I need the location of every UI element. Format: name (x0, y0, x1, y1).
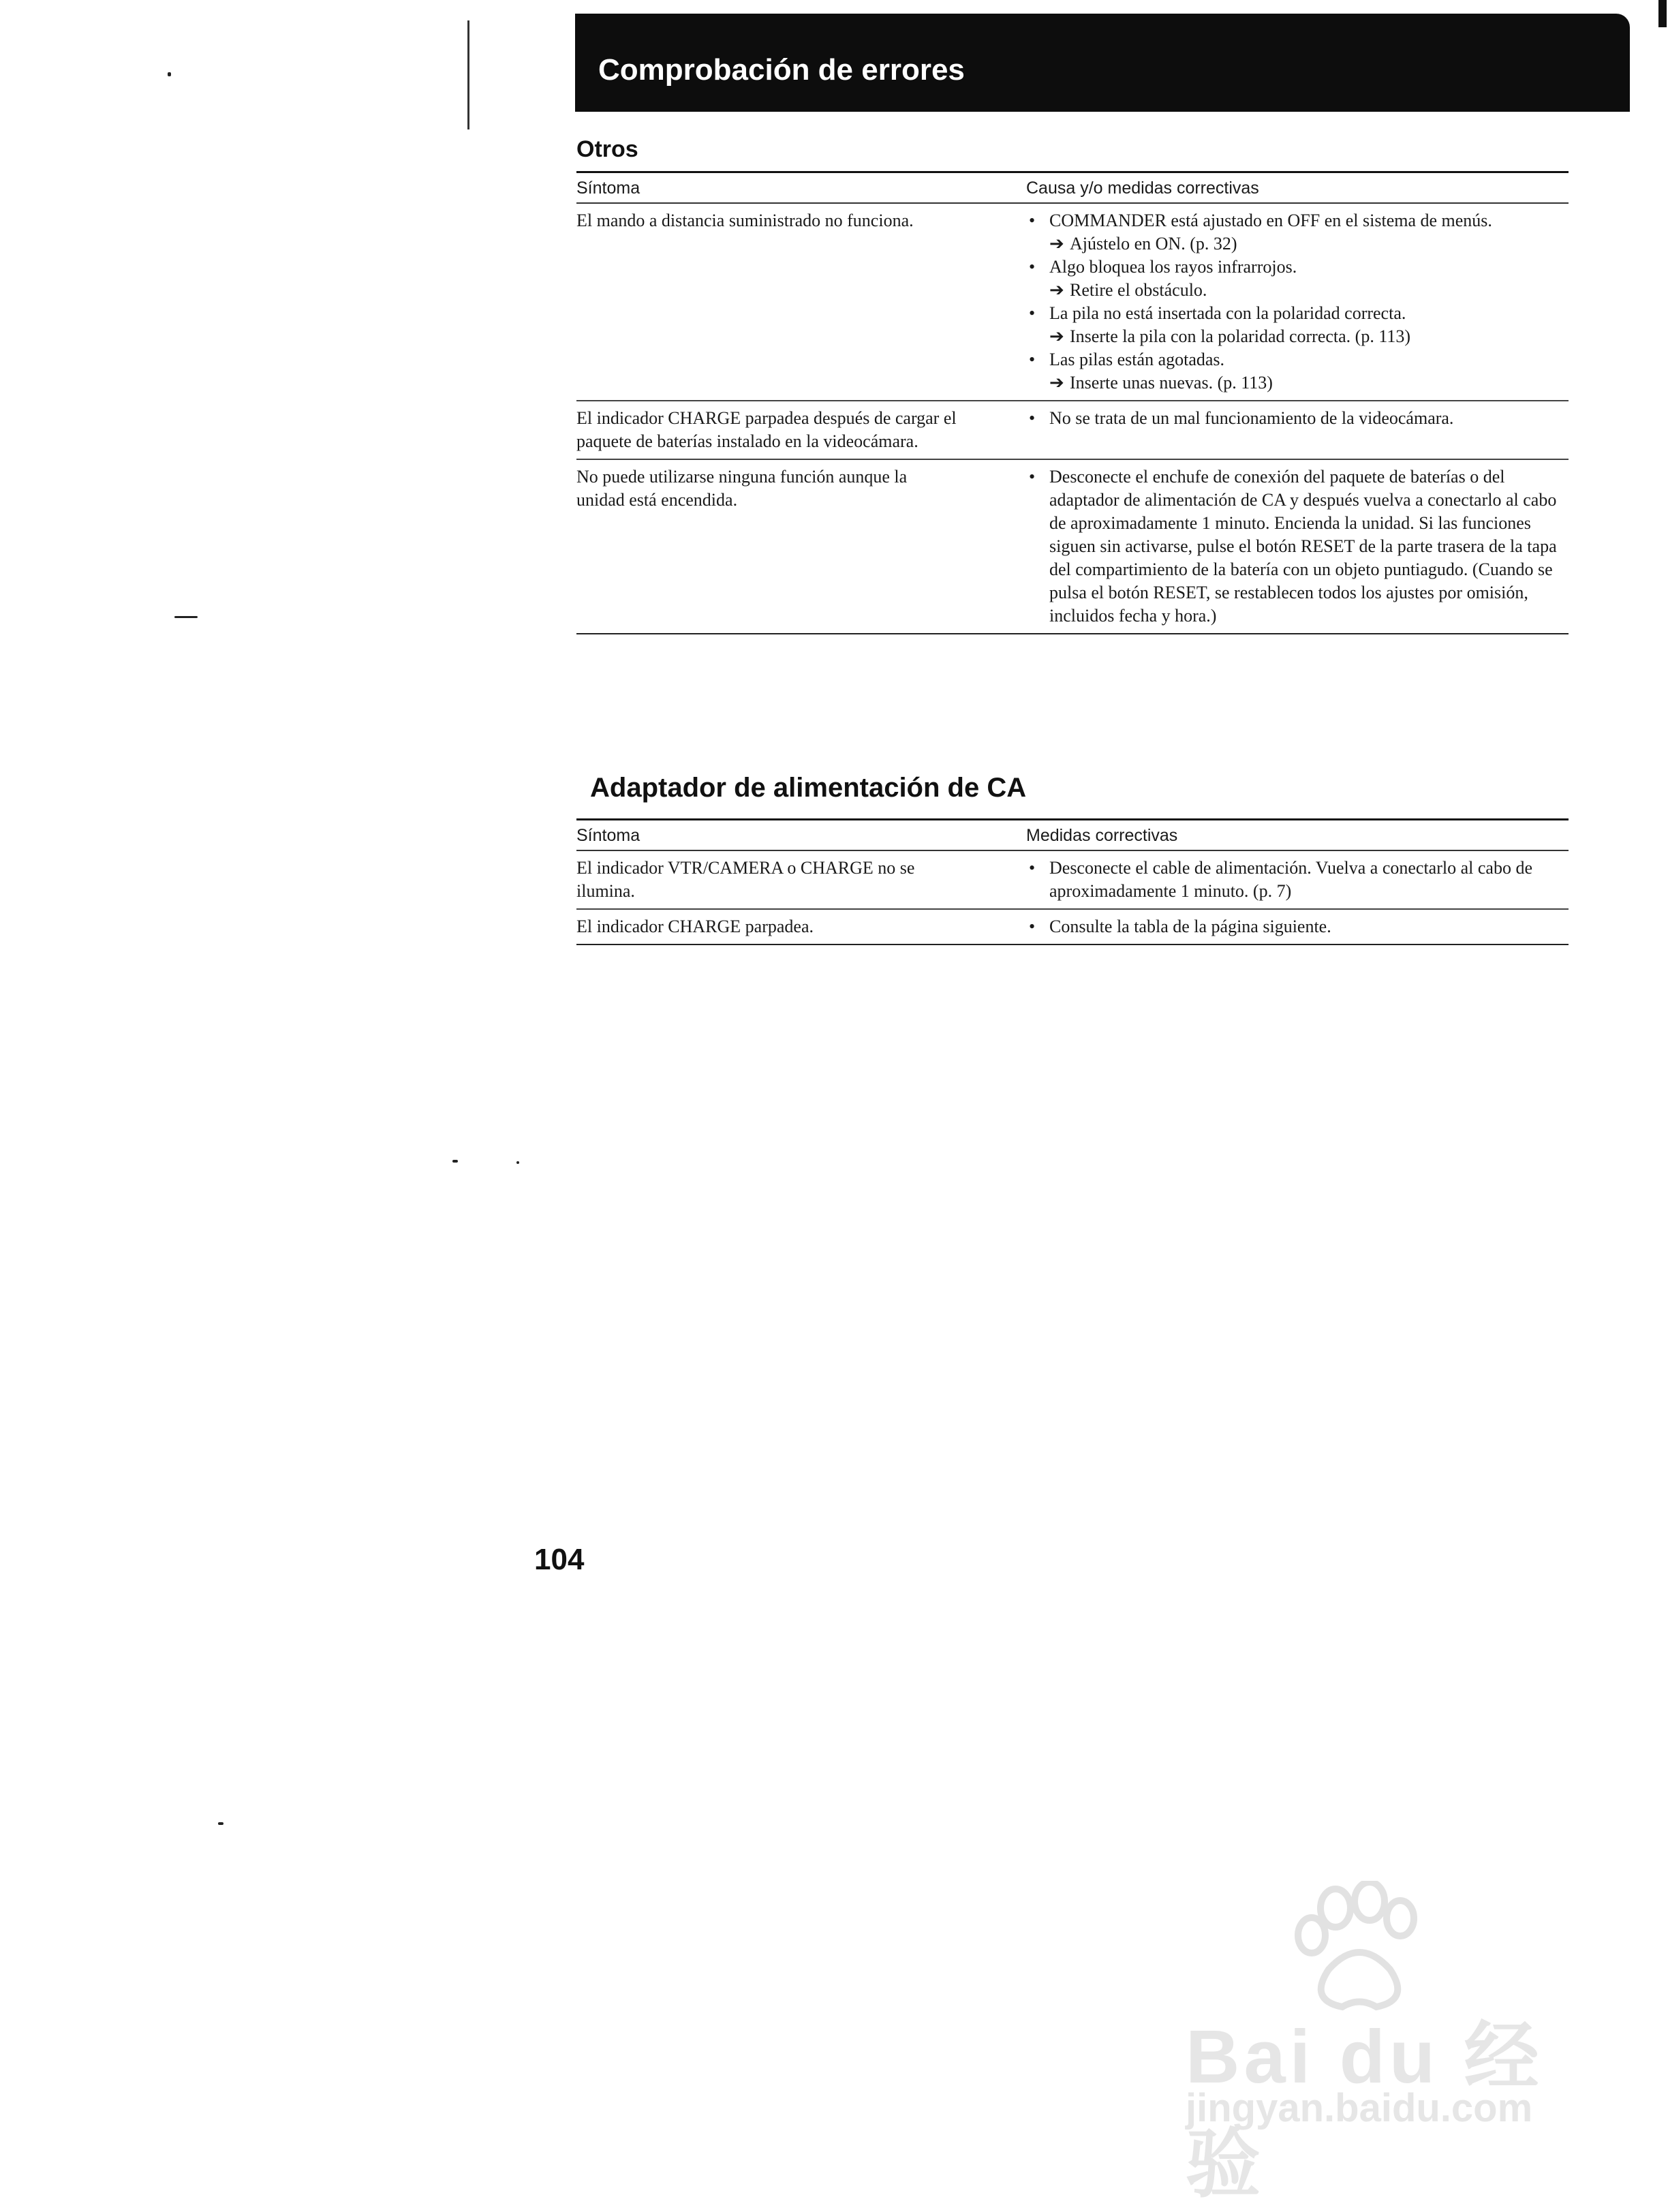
margin-line (467, 20, 469, 129)
table-row (576, 909, 1569, 944)
symptom-cell: El indicador VTR/CAMERA o CHARGE no se ilumina. (576, 858, 915, 901)
cause-cell (1026, 909, 1569, 944)
arrow-right-icon: ➔ (1049, 326, 1064, 346)
table-row (576, 850, 1569, 909)
column-header-cause: Causa y/o medidas correctivas (1026, 179, 1259, 198)
page-edge-mark (1658, 0, 1667, 27)
list-item: • Desconecte el enchufe de conexión del paquete de baterías o del adaptador de alimentación de CA y después vuelva a conectarlo al cabo de aproximadamente 1 minuto. Encienda la unidad. Si las funciones siguen sin activarse, pulse el botón RESET de la parte trasera de la tapa del compartimiento de la batería con un objeto puntiagudo. (Cuando se pulsa el botón RESET, se restablecen todos los ajustes por omisión, incluidos fecha y hora.) (1026, 465, 1569, 628)
troubleshooting-table (576, 171, 1569, 634)
watermark-url: jingyan.baidu.com (1186, 2086, 1533, 2130)
section-title: Otros (576, 136, 638, 162)
list-item: • COMMANDER está ajustado en OFF en el sistema de menús. ➔ Ajústelo en ON. (p. 32) (1026, 209, 1569, 256)
cause-cell (1026, 401, 1569, 459)
table-row (576, 203, 1569, 401)
symptom-cell: El indicador CHARGE parpadea después de cargar el paquete de baterías instalado en la videocámara. (576, 408, 957, 451)
chapter-title: Comprobación de errores (598, 53, 965, 87)
cause-cell (1026, 459, 1569, 634)
list-item: • Las pilas están agotadas. ➔ Inserte unas nuevas. (p. 113) (1026, 348, 1569, 395)
page-number: 104 (534, 1543, 585, 1576)
table-row (576, 459, 1569, 634)
symptom-cell: El mando a distancia suministrado no funciona. (576, 211, 914, 230)
scan-speck (174, 616, 198, 618)
scan-speck (168, 72, 171, 76)
arrow-right-icon: ➔ (1049, 280, 1064, 300)
symptom-cell: El indicador CHARGE parpadea. (576, 917, 814, 936)
chapter-header-bar (575, 14, 1630, 112)
table-row (576, 401, 1569, 459)
section-ac-adaptor (576, 773, 1569, 945)
scan-speck (218, 1822, 223, 1825)
column-header-remedy: Medidas correctivas (1026, 826, 1178, 845)
arrow-right-icon: ➔ (1049, 234, 1064, 254)
scan-speck (516, 1161, 519, 1164)
cause-cell (1026, 203, 1569, 401)
column-header-symptom: Síntoma (576, 179, 640, 198)
arrow-right-icon: ➔ (1049, 373, 1064, 393)
scan-speck (452, 1160, 458, 1163)
section-others (576, 136, 1569, 634)
cause-cell (1026, 850, 1569, 909)
list-item: • Desconecte el cable de alimentación. Vuelva a conectarlo al cabo de aproximadamente 1 minuto. (p. 7) (1026, 857, 1569, 903)
troubleshooting-table (576, 818, 1569, 945)
list-item: • Algo bloquea los rayos infrarrojos. ➔ Retire el obstáculo. (1026, 256, 1569, 302)
list-item: • La pila no está insertada con la polaridad correcta. ➔ Inserte la pila con la polaridad correcta. (p. 113) (1026, 302, 1569, 348)
list-item: • Consulte la tabla de la página siguiente. (1026, 915, 1569, 938)
column-header-symptom: Síntoma (576, 826, 640, 845)
section-title: Adaptador de alimentación de CA (590, 773, 1027, 803)
list-item: • No se trata de un mal funcionamiento de la videocámara. (1026, 407, 1569, 430)
watermark-logo (1179, 1881, 1574, 2207)
symptom-cell: No puede utilizarse ninguna función aunque la unidad está encendida. (576, 467, 908, 510)
watermark-logo-text: Bai du 经验 (1186, 2015, 1543, 2207)
